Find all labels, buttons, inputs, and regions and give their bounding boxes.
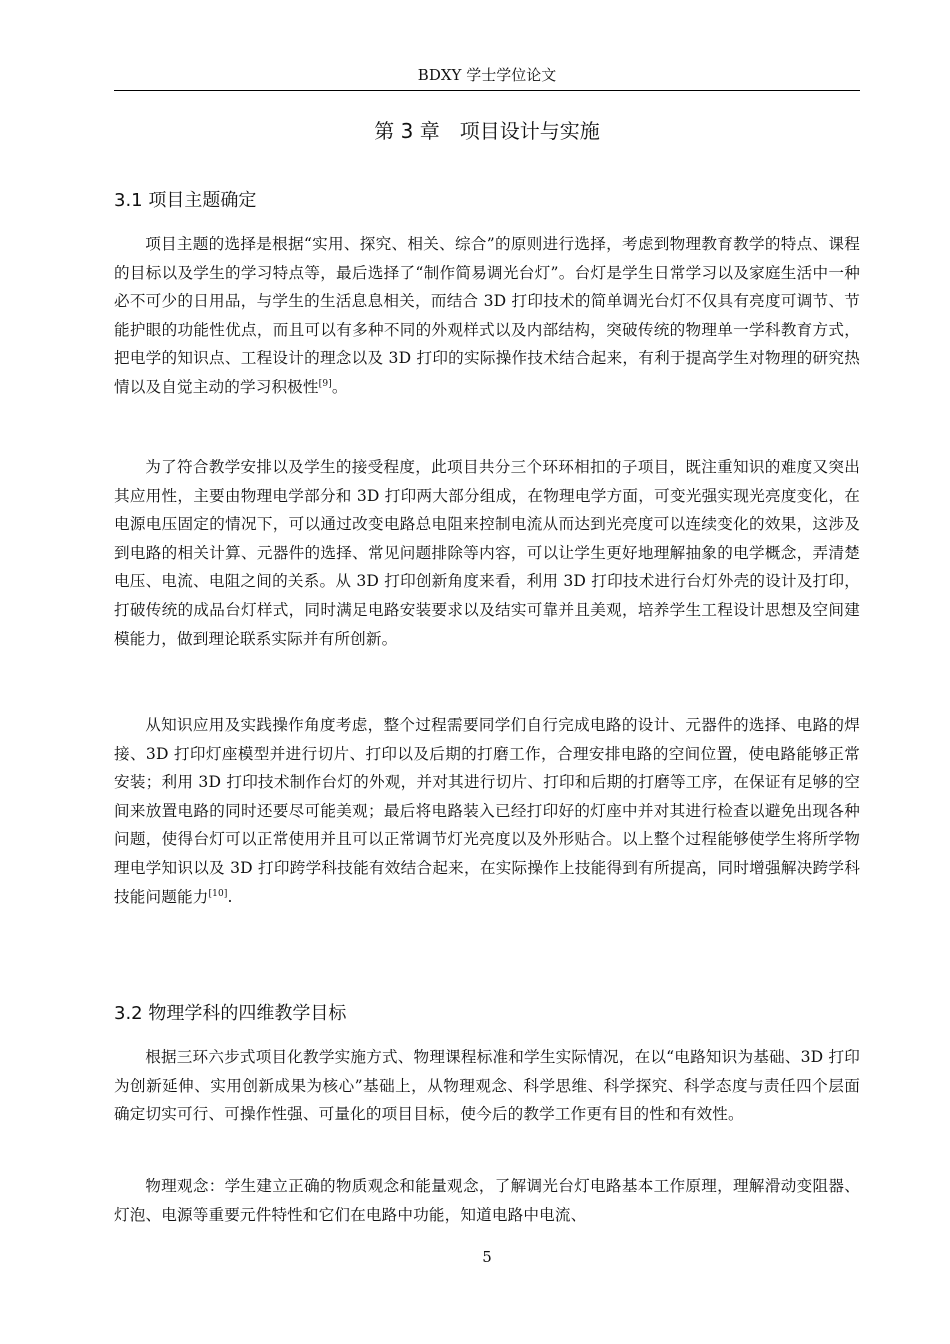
header-rule [114, 90, 860, 91]
paragraph-3-1-1 [114, 230, 860, 402]
paragraph-text: 项目主题的选择是根据“实用、探究、相关、综合”的原则进行选择，考虑到物理教育教学的特点、课程的目标以及学生的学习特点等，最后选择了“制作简易调光台灯”。台灯是学生日常学习以及家庭生活中一种必不可少的日用品，与学生的生活息息相关，而结合 3D 打印技术的简单调光台灯不仅具有亮度可调节、节能护眼的功能性优点，而且可以有多种不同的外观样式以及内部结构，突破传统的物理单一学科教育方式，把电学的知识点、工程设计的理念以及 3D 打印的实际操作技术结合起来，有利于提高学生对物理的研究热情以及自觉主动的学习积极性 [114, 235, 860, 396]
paragraph-3-2-2 [114, 1172, 860, 1229]
page-number: 5 [482, 1248, 492, 1266]
chapter-title: 第 3 章 项目设计与实施 [374, 119, 600, 143]
paragraph-text: 根据三环六步式项目化教学实施方式、物理课程标准和学生实际情况，在以“电路知识为基础、3D 打印为创新延伸、实用创新成果为核心”基础上，从物理观念、科学思维、科学探究、科学态度与责任四个层面确定切实可行、可操作性强、可量化的项目目标，使今后的教学工作更有目的性和有效性。 [114, 1048, 860, 1124]
paragraph-3-1-3 [114, 711, 860, 911]
paragraph-text: 为了符合教学安排以及学生的接受程度，此项目共分三个环环相扣的子项目，既注重知识的难度又突出其应用性，主要由物理电学部分和 3D 打印两大部分组成，在物理电学方面，可变光强实现光亮度变化，在电源电压固定的情况下，可以通过改变电路总电阻来控制电流从而达到光亮度可以连续变化的效果，这涉及到电路的相关计算、元器件的选择、常见问题排除等内容，可以让学生更好地理解抽象的电学概念，弄清楚电压、电流、电阻之间的关系。从 3D 打印创新角度来看，利用 3D 打印技术进行台灯外壳的设计及打印，打破传统的成品台灯样式，同时满足电路安装要求以及结实可靠并且美观，培养学生工程设计思想及空间建模能力，做到理论联系实际并有所创新。 [114, 458, 860, 648]
paragraph-3-2-1 [114, 1043, 860, 1129]
paragraph-text: 物理观念：学生建立正确的物质观念和能量观念，了解调光台灯电路基本工作原理，理解滑动变阻器、灯泡、电源等重要元件特性和它们在电路中功能，知道电路中电流、 [114, 1177, 860, 1224]
paragraph-3-1-2 [114, 453, 860, 653]
running-header: BDXY 学士学位论文 [417, 66, 557, 84]
citation-ref: [10] [208, 888, 228, 899]
section-heading-3-2: 3.2 物理学科的四维教学目标 [114, 1003, 347, 1024]
section-heading-3-1: 3.1 项目主题确定 [114, 190, 257, 211]
paragraph-text: 从知识应用及实践操作角度考虑，整个过程需要同学们自行完成电路的设计、元器件的选择、电路的焊接、3D 打印灯座模型并进行切片、打印以及后期的打磨工作，合理安排电路的空间位置，使电路能够正常安装；利用 3D 打印技术制作台灯的外观，并对其进行切片、打印和后期的打磨等工序，在保证有足够的空间来放置电路的同时还要尽可能美观；最后将电路装入已经打印好的灯座中并对其进行检查以避免出现各种问题，使得台灯可以正常使用并且可以正常调节灯光亮度以及外形贴合。以上整个过程能够使学生将所学物理电学知识以及 3D 打印跨学科技能有效结合起来，在实际操作上技能得到有所提高，同时增强解决跨学科技能问题能力 [114, 716, 860, 906]
paragraph-tail: 。 [331, 377, 348, 396]
citation-ref: [9] [318, 378, 332, 389]
paragraph-tail: . [227, 887, 233, 906]
